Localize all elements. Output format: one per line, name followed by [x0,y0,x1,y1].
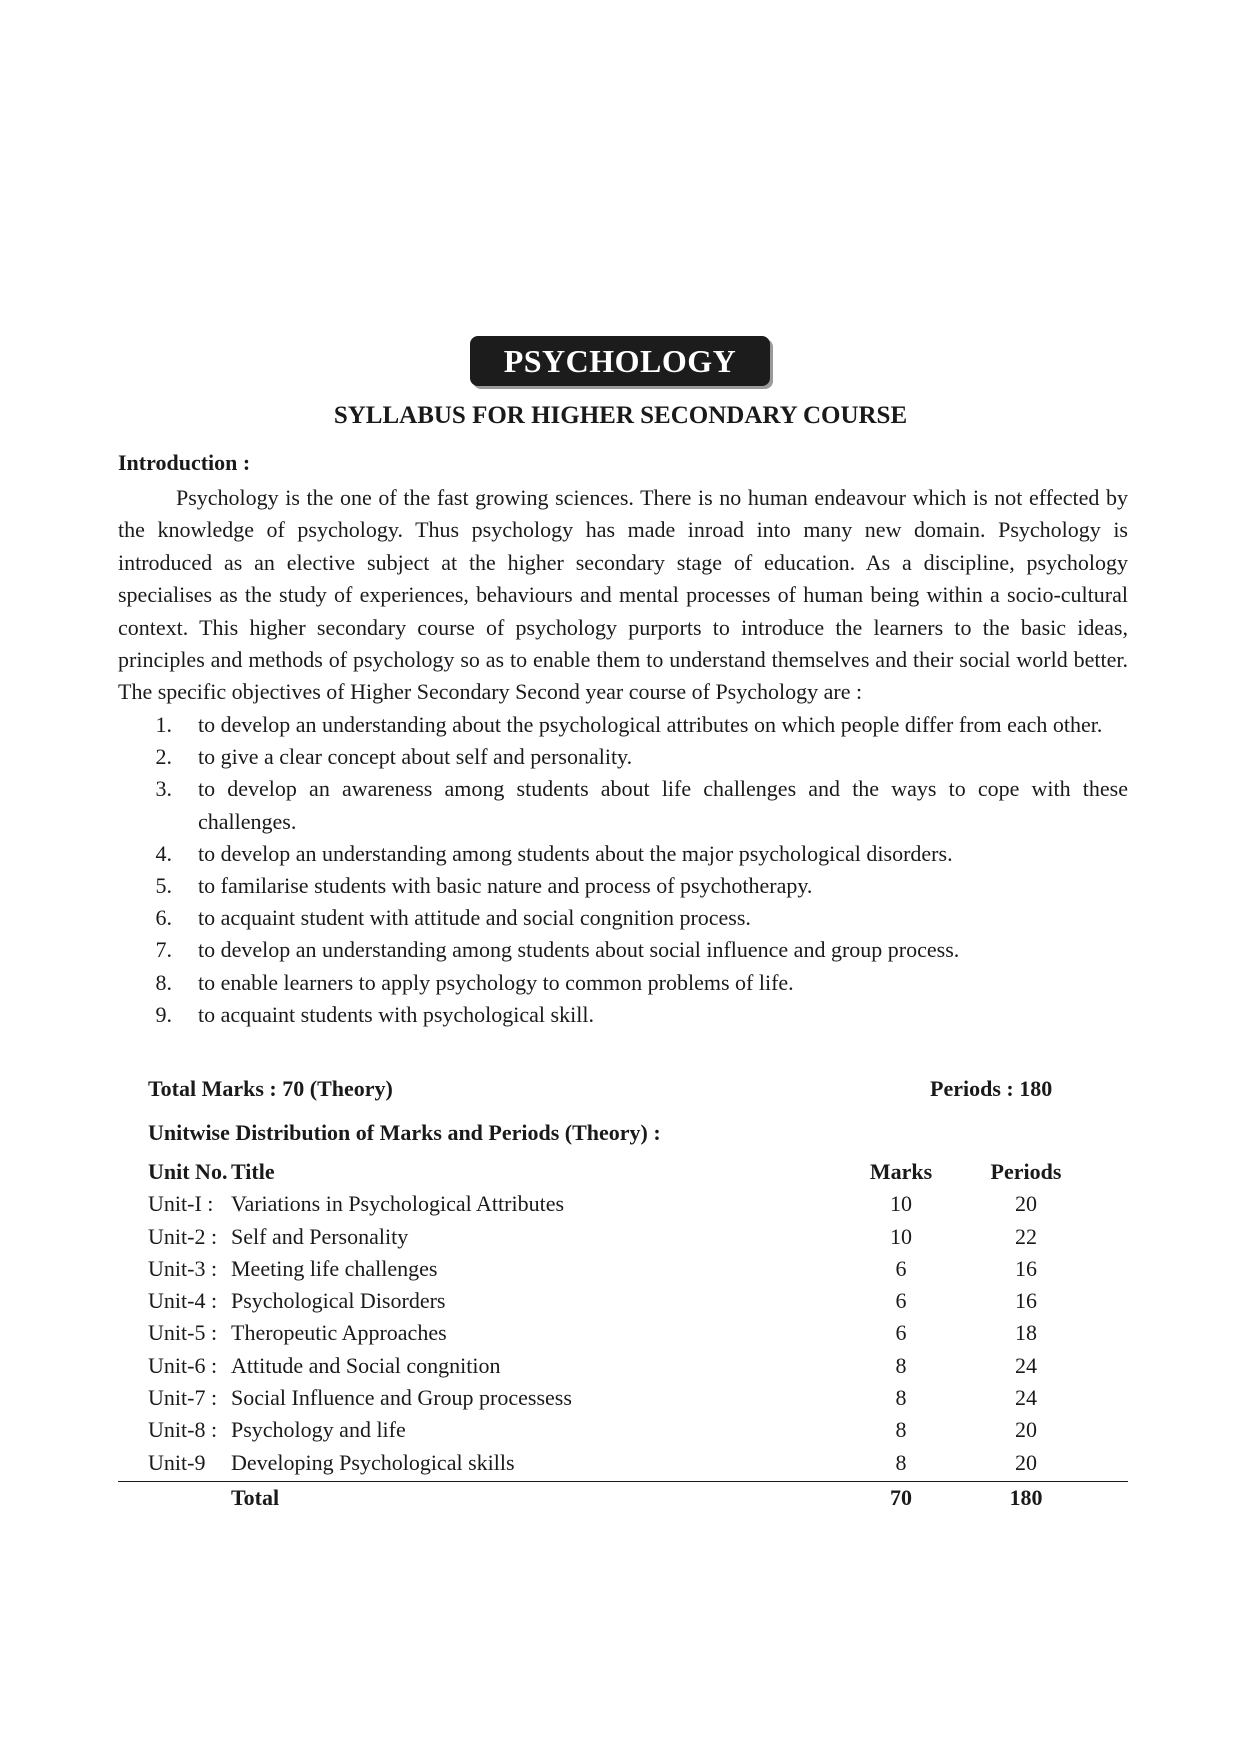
objectives-list [118,709,1128,1031]
total-periods-cell: 180 [1009,1484,1043,1510]
table-row [118,1253,1128,1285]
list-item-number: 3. [155,776,172,802]
list-item-text: to develop an understanding among students about social influence and group process. [198,937,960,963]
list-item [118,773,1128,837]
list-item-number: 1. [155,712,172,737]
unit-cell: Unit-9 [148,1449,206,1475]
list-item [118,999,1128,1031]
unit-cell: Unit-7 : [148,1385,218,1411]
table-row [118,1285,1128,1317]
marks-cell: 6 [895,1288,907,1314]
list-item-text: to acquaint students with psychological skill. [198,1001,594,1027]
title-cell: Social Influence and Group processess [231,1385,572,1411]
marks-cell: 10 [890,1223,912,1249]
unit-cell: Unit-6 : [148,1352,218,1378]
title-cell: Meeting life challenges [231,1255,438,1281]
list-item [118,709,1128,741]
list-item [118,967,1128,999]
table-row [118,1188,1128,1220]
periods-cell: 20 [1015,1417,1037,1443]
header-marks: Marks [869,1159,933,1184]
total-marks: Total Marks : 70 (Theory) [148,1076,393,1101]
list-item-number: 6. [155,905,172,931]
intro-heading: Introduction : [118,450,251,475]
list-item [118,870,1128,902]
list-item-number: 5. [155,873,172,899]
marks-cell: 6 [895,1255,907,1281]
marks-cell: 8 [895,1385,907,1411]
title-cell: Attitude and Social congnition [231,1352,501,1378]
list-item-text: to develop an understanding about the psychological attributes on which people differ from each other. [198,712,1103,737]
list-item-text: to develop an awareness among students about life challenges and the ways to cope with these challenges. [198,776,1128,834]
list-item-number: 7. [155,937,172,963]
header-unit: Unit No. [148,1159,228,1184]
periods-cell: 22 [1015,1223,1037,1249]
periods-cell: 16 [1015,1288,1037,1314]
distribution-heading: Unitwise Distribution of Marks and Periods (Theory) : [148,1120,661,1145]
header-title: Title [231,1159,275,1184]
periods-cell: 24 [1015,1352,1037,1378]
page-title: PSYCHOLOGY [470,336,770,386]
title-cell: Psychology and life [231,1417,406,1443]
unit-cell: Unit-5 : [148,1320,218,1346]
title-cell: Theropeutic Approaches [231,1320,447,1346]
marks-cell: 6 [895,1320,907,1346]
marks-table [118,1156,1128,1514]
unit-cell: Unit-8 : [148,1417,218,1443]
list-item-text: to acquaint student with attitude and social congnition process. [198,905,751,931]
periods-cell: 24 [1015,1385,1037,1411]
unit-cell: Unit-3 : [148,1255,218,1281]
total-unit-cell [118,1482,231,1514]
periods-cell: 18 [1015,1320,1037,1346]
marks-cell: 8 [895,1449,907,1475]
intro-paragraph: Psychology is the one of the fast growing sciences. There is no human endeavour which is not effected by the knowledge of psychology. Thus psychology has made inroad into many new domain. Psychology is introduced as an elective subject at the higher secondary stage of education. As a discipline, psychology specialises as the study of experiences, behaviours and mental processes of human being within a socio-cultural context. This higher secondary course of psychology purports to introduce the learners to the basic ideas, principles and methods of psychology so as to enable them to understand themselves and their social world better. The specific objectives of Higher Secondary Second year course of Psychology are : [118,485,1128,705]
total-label: Total [231,1484,280,1510]
list-item-number: 8. [155,969,172,995]
list-item-text: to develop an understanding among students about the major psychological disorders. [198,840,953,866]
periods-cell: 16 [1015,1255,1037,1281]
marks-cell: 8 [895,1352,907,1378]
title-cell: Self and Personality [231,1223,409,1249]
unit-cell: Unit-I : [148,1191,214,1217]
table-total-row [118,1482,1128,1514]
table-header-row [118,1156,1128,1188]
periods-cell: 20 [1015,1449,1037,1475]
list-item [118,838,1128,870]
header-periods: Periods [990,1159,1062,1184]
title-cell: Psychological Disorders [231,1288,446,1314]
table-row [118,1382,1128,1414]
table-row [118,1414,1128,1446]
table-row [118,1350,1128,1382]
total-marks-cell: 70 [890,1484,912,1510]
list-item-number: 9. [155,1001,172,1027]
total-periods: Periods : 180 [930,1076,1053,1101]
list-item [118,902,1128,934]
table-row [118,1221,1128,1253]
list-item-number: 2. [155,744,172,770]
title-cell: Variations in Psychological Attributes [231,1191,565,1217]
periods-cell: 20 [1015,1191,1037,1217]
list-item-text: to give a clear concept about self and personality. [198,744,633,770]
list-item [118,741,1128,773]
list-item-text: to enable learners to apply psychology to common problems of life. [198,969,794,995]
unit-cell: Unit-4 : [148,1288,218,1314]
unit-cell: Unit-2 : [148,1223,218,1249]
list-item-number: 4. [155,840,172,866]
marks-cell: 8 [895,1417,907,1443]
list-item [118,934,1128,966]
marks-cell: 10 [890,1191,912,1217]
table-row [118,1317,1128,1349]
list-item-text: to familarise students with basic nature and process of psychotherapy. [198,873,813,899]
title-cell: Developing Psychological skills [231,1449,515,1475]
table-row [118,1447,1128,1479]
page-subtitle: SYLLABUS FOR HIGHER SECONDARY COURSE [333,402,908,429]
